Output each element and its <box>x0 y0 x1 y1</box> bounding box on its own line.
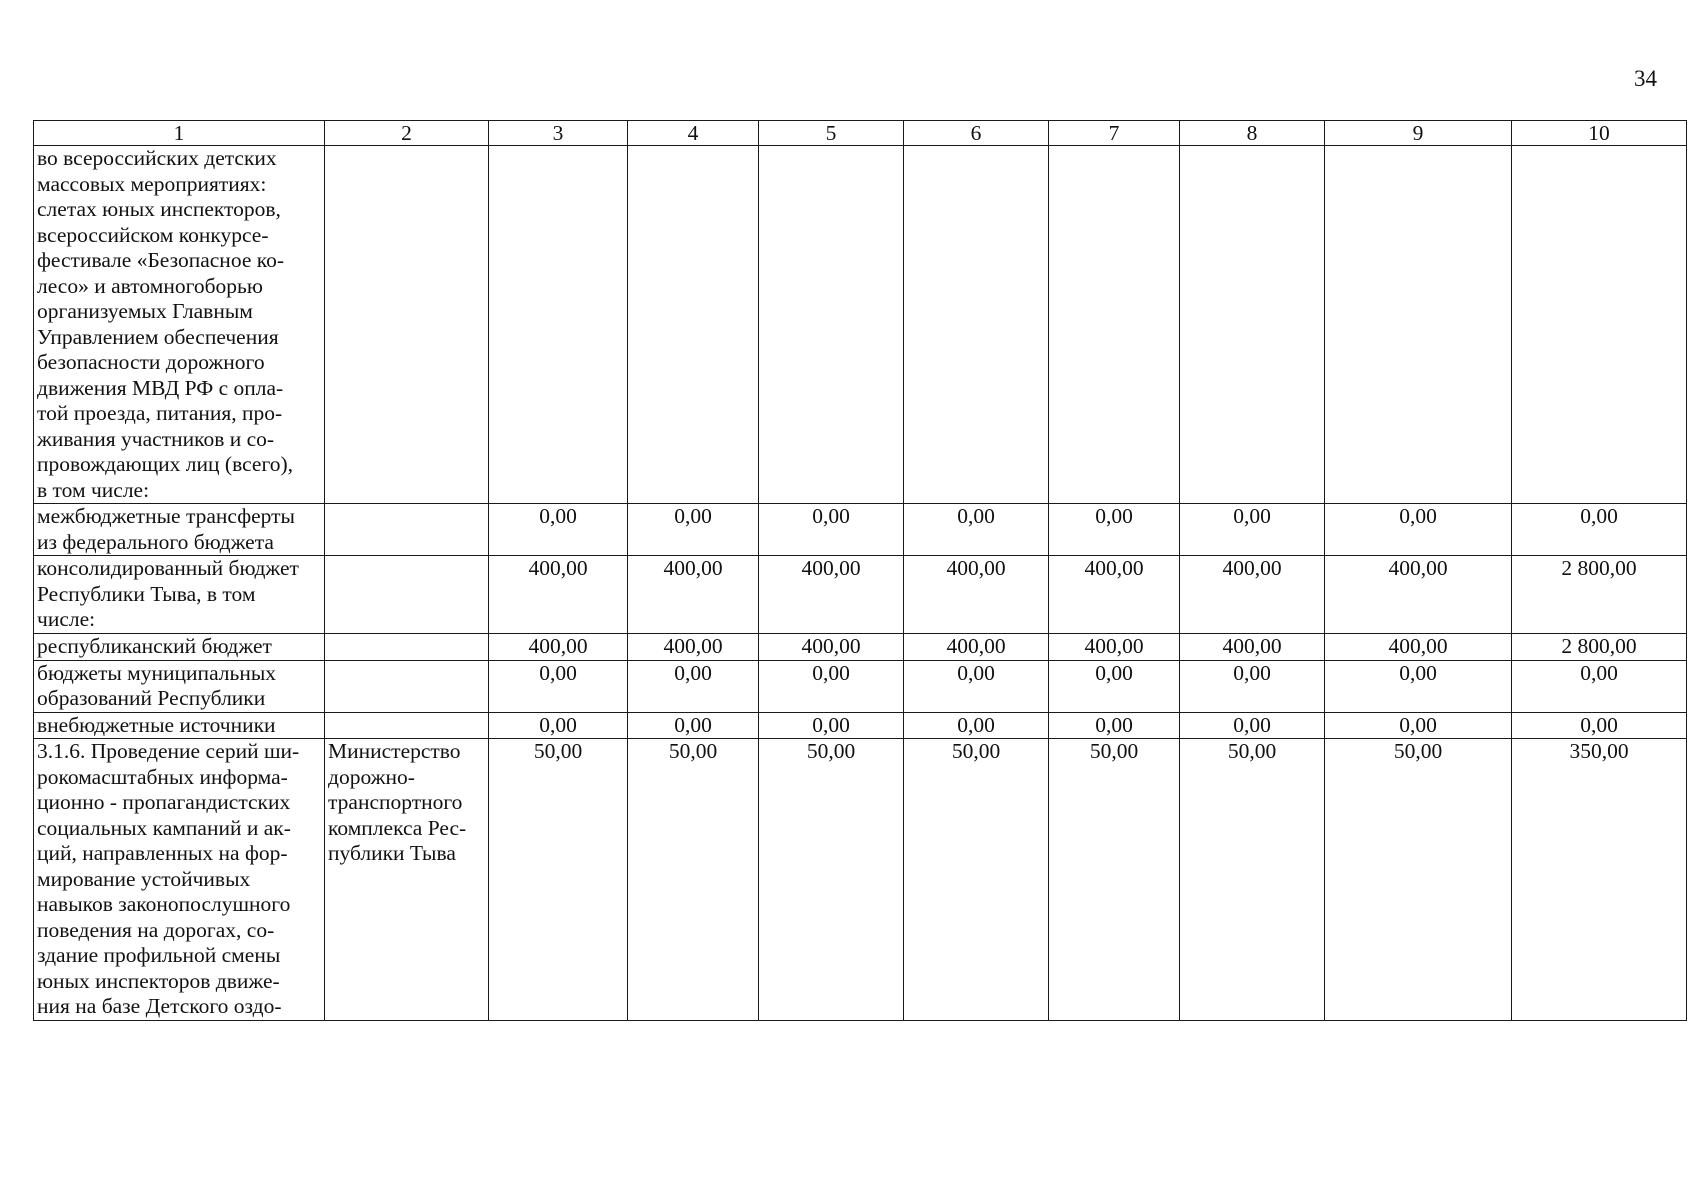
table-row-republican-budget <box>34 634 1687 661</box>
column-header: 3 <box>489 121 628 146</box>
value-cell <box>1180 146 1325 504</box>
value-cell: 0,00 <box>759 712 904 739</box>
column-header: 5 <box>759 121 904 146</box>
value-cell: 0,00 <box>1049 712 1180 739</box>
column-header: 9 <box>1325 121 1512 146</box>
value-cell: 0,00 <box>1512 712 1687 739</box>
value-cell: 0,00 <box>759 660 904 712</box>
value-cell: 400,00 <box>628 634 759 661</box>
row-description: межбюджетные трансферты из федерального бюджета <box>34 504 325 556</box>
value-cell: 0,00 <box>628 712 759 739</box>
value-cell: 0,00 <box>1180 712 1325 739</box>
page-number: 34 <box>1634 66 1657 91</box>
value-cell: 50,00 <box>1325 739 1512 1021</box>
column-number-header-row <box>34 121 1687 146</box>
value-cell: 0,00 <box>489 660 628 712</box>
value-cell: 0,00 <box>759 504 904 556</box>
row-description: республиканский бюджет <box>34 634 325 661</box>
value-cell: 400,00 <box>628 556 759 634</box>
table-row-consolidated-budget <box>34 556 1687 634</box>
value-cell: 0,00 <box>1325 504 1512 556</box>
value-cell: 50,00 <box>1180 739 1325 1021</box>
value-cell: 400,00 <box>1180 634 1325 661</box>
value-cell: 400,00 <box>489 556 628 634</box>
value-cell: 0,00 <box>628 660 759 712</box>
column-header: 8 <box>1180 121 1325 146</box>
value-cell: 0,00 <box>1512 660 1687 712</box>
row-description: консолидированный бюджет Республики Тыва, в том числе: <box>34 556 325 634</box>
value-cell: 0,00 <box>489 712 628 739</box>
row-responsible <box>325 504 489 556</box>
row-responsible <box>325 146 489 504</box>
value-cell: 0,00 <box>904 660 1049 712</box>
value-cell: 0,00 <box>1325 712 1512 739</box>
row-responsible <box>325 556 489 634</box>
value-cell: 0,00 <box>489 504 628 556</box>
value-cell: 50,00 <box>489 739 628 1021</box>
value-cell: 0,00 <box>1049 660 1180 712</box>
value-cell: 400,00 <box>489 634 628 661</box>
value-cell: 2 800,00 <box>1512 634 1687 661</box>
column-header: 7 <box>1049 121 1180 146</box>
column-header: 10 <box>1512 121 1687 146</box>
value-cell: 0,00 <box>1325 660 1512 712</box>
table-row-event-participation <box>34 146 1687 504</box>
row-description: бюджеты муниципальных образований Республики <box>34 660 325 712</box>
row-responsible: Министерство дорожно- транспортного комплекса Рес- публики Тыва <box>325 739 489 1021</box>
value-cell: 0,00 <box>904 712 1049 739</box>
value-cell: 400,00 <box>759 556 904 634</box>
value-cell: 50,00 <box>759 739 904 1021</box>
value-cell: 350,00 <box>1512 739 1687 1021</box>
value-cell: 0,00 <box>1049 504 1180 556</box>
value-cell: 50,00 <box>1049 739 1180 1021</box>
value-cell: 400,00 <box>1325 634 1512 661</box>
row-responsible <box>325 712 489 739</box>
column-header: 6 <box>904 121 1049 146</box>
value-cell: 400,00 <box>759 634 904 661</box>
column-header: 2 <box>325 121 489 146</box>
table-row-federal-transfers <box>34 504 1687 556</box>
table-row-municipal-budgets <box>34 660 1687 712</box>
value-cell <box>1512 146 1687 504</box>
value-cell: 400,00 <box>1049 556 1180 634</box>
value-cell: 400,00 <box>1325 556 1512 634</box>
value-cell: 0,00 <box>1180 660 1325 712</box>
value-cell: 400,00 <box>904 556 1049 634</box>
value-cell: 0,00 <box>904 504 1049 556</box>
value-cell: 400,00 <box>1049 634 1180 661</box>
row-responsible <box>325 660 489 712</box>
row-description: 3.1.6. Проведение серий ши- рокомасштабных информа- ционно - пропагандистских социальных кампаний и ак- ций, направленных на фор- мирование устойчивых навыков законопослушного поведения на дорогах, со- здание профильной смены юных инспекторов движе- ния на базе Детского оздо- <box>34 739 325 1021</box>
value-cell: 400,00 <box>1180 556 1325 634</box>
value-cell: 0,00 <box>1180 504 1325 556</box>
value-cell <box>1049 146 1180 504</box>
value-cell <box>489 146 628 504</box>
table-row-extrabudgetary-sources <box>34 712 1687 739</box>
column-header: 4 <box>628 121 759 146</box>
value-cell: 50,00 <box>904 739 1049 1021</box>
value-cell: 400,00 <box>904 634 1049 661</box>
row-description: внебюджетные источники <box>34 712 325 739</box>
value-cell <box>1325 146 1512 504</box>
row-responsible <box>325 634 489 661</box>
column-header: 1 <box>34 121 325 146</box>
value-cell: 0,00 <box>628 504 759 556</box>
value-cell <box>628 146 759 504</box>
value-cell <box>904 146 1049 504</box>
row-description: во всероссийских детских массовых мероприятиях: слетах юных инспекторов, всероссийском конкурсе- фестивале «Безопасное ко- лесо» и автомногоборью организуемых Главным Управлением обеспечения безопасности дорожного движения МВД РФ с опла- той проезда, питания, про- живания участников и со- провождающих лиц (всего), в том числе: <box>34 146 325 504</box>
value-cell: 2 800,00 <box>1512 556 1687 634</box>
value-cell <box>759 146 904 504</box>
value-cell: 50,00 <box>628 739 759 1021</box>
table-row-item-3-1-6 <box>34 739 1687 1021</box>
budget-table <box>33 120 1687 1021</box>
value-cell: 0,00 <box>1512 504 1687 556</box>
